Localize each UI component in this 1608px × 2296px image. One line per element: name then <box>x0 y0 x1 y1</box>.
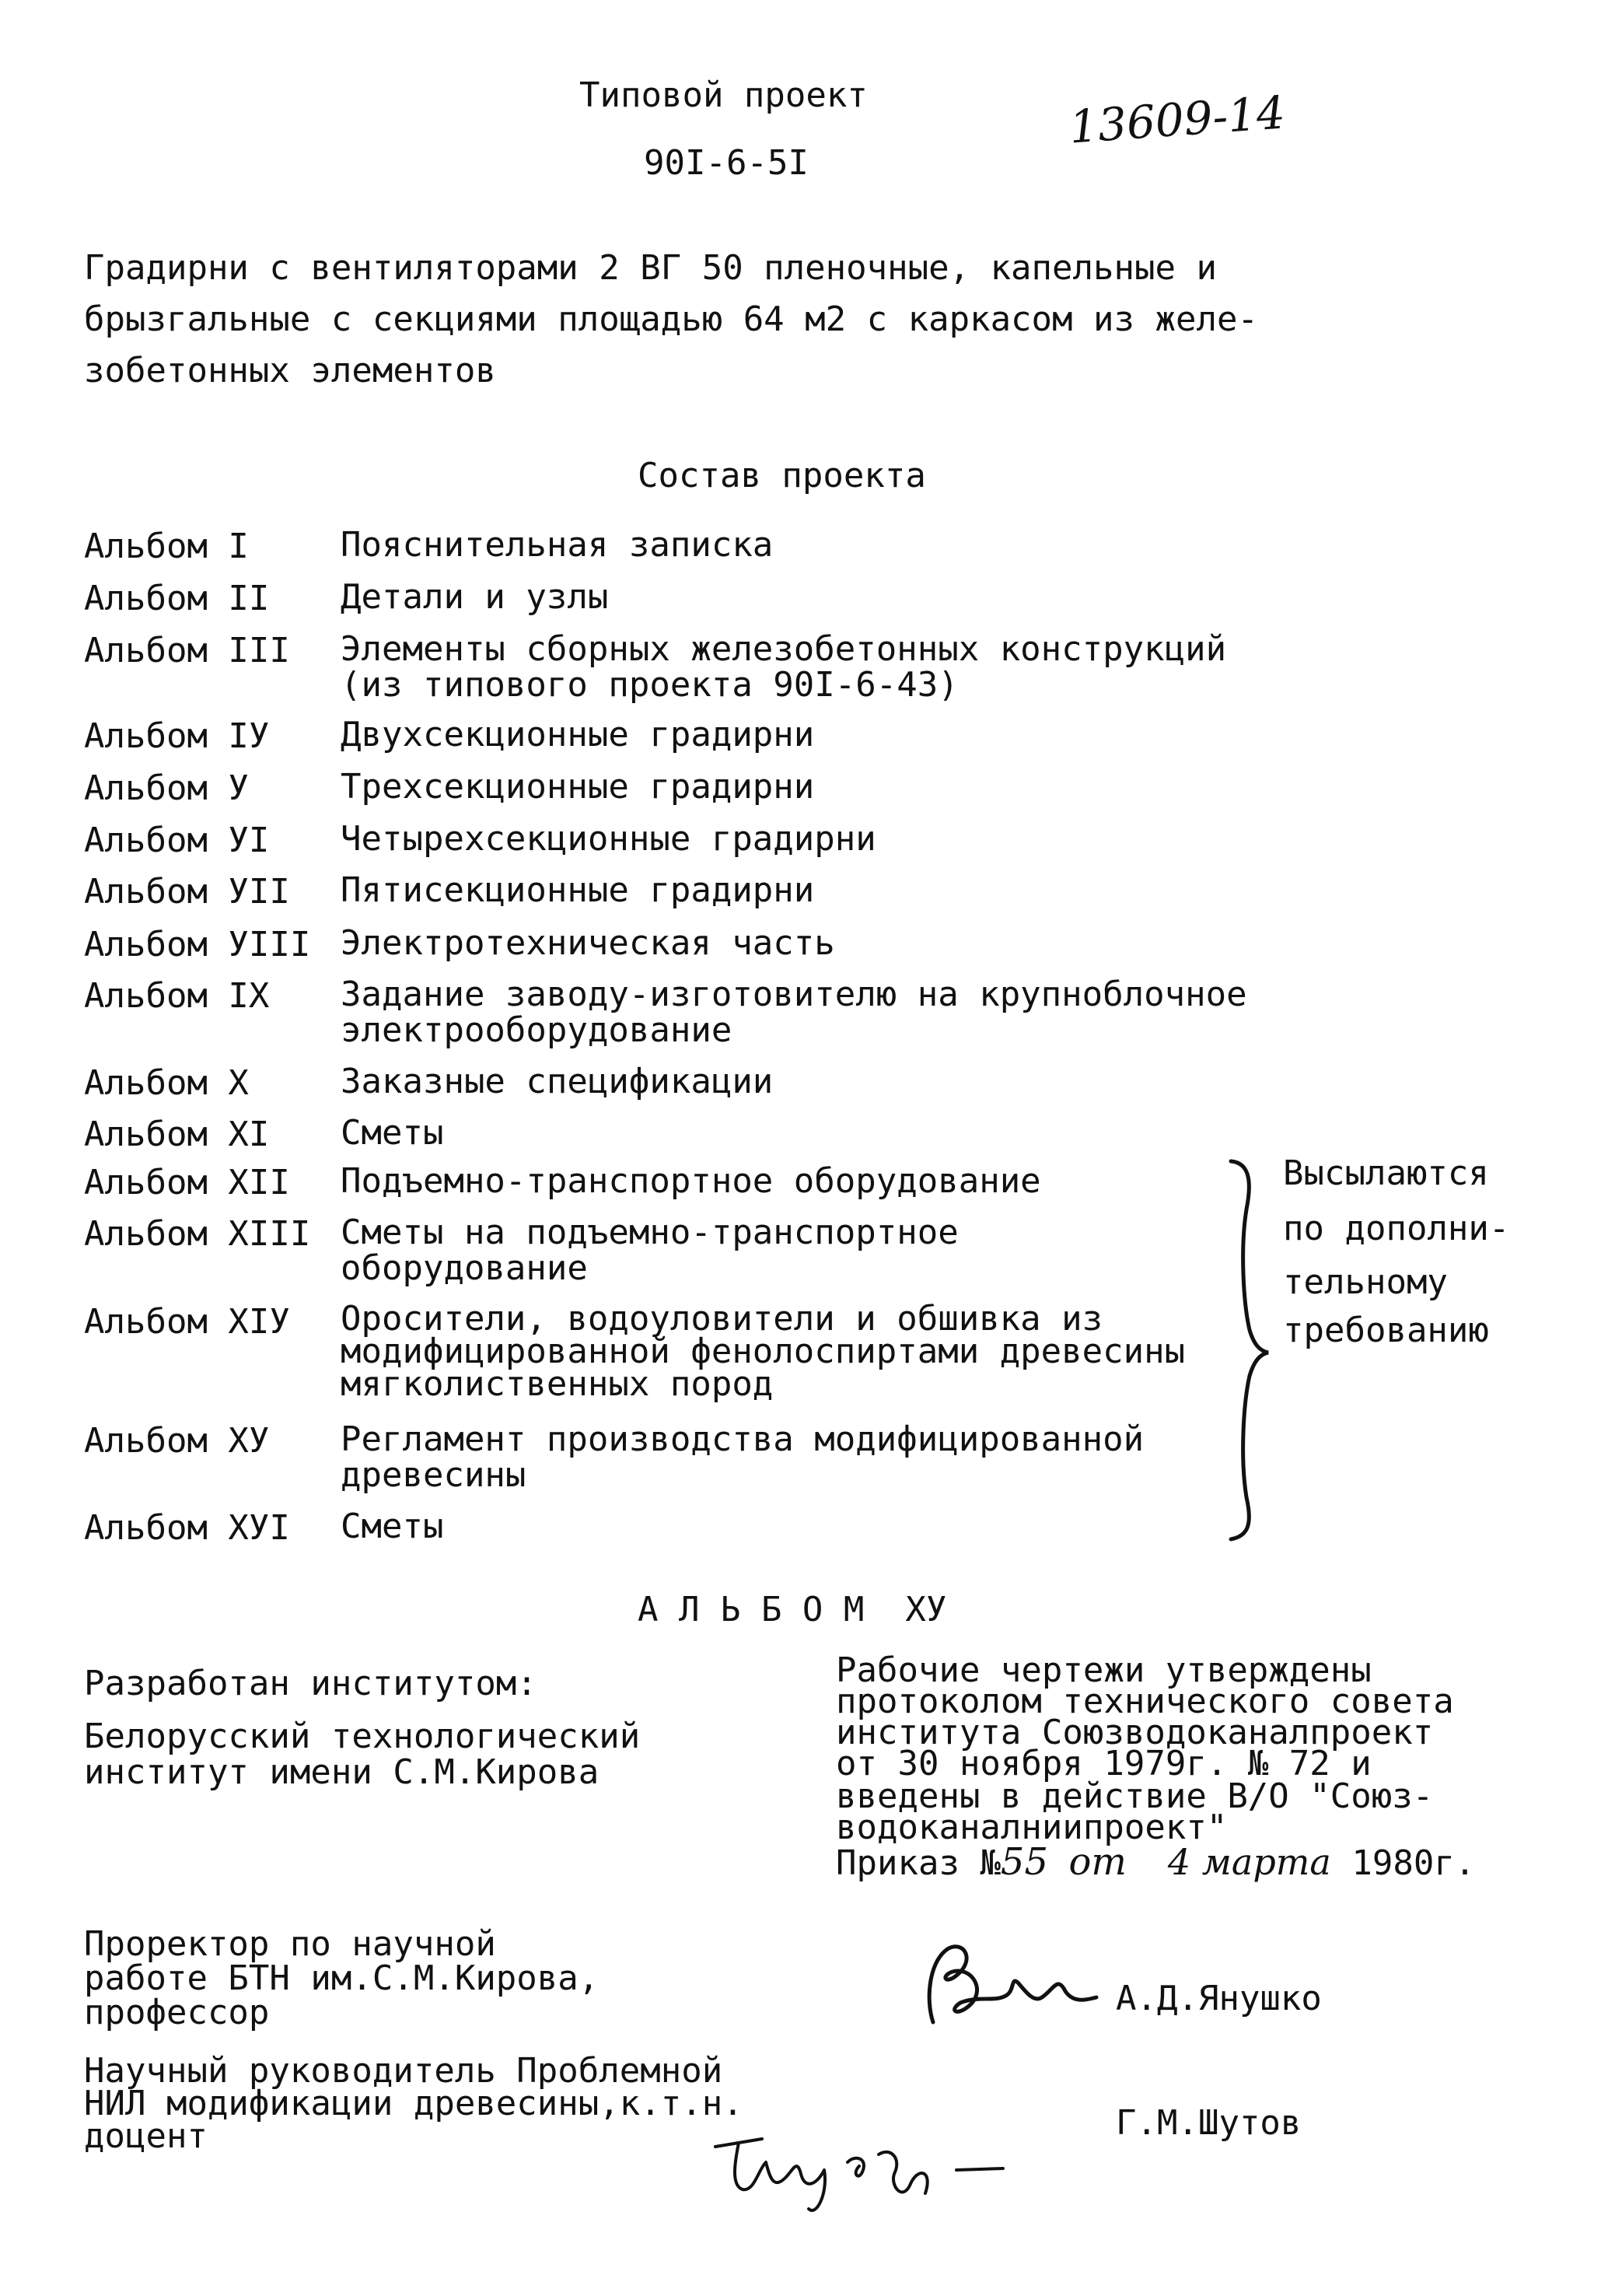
album-number: Альбом У <box>84 768 249 808</box>
signatory-2-position-line-3: доцент <box>84 2116 208 2156</box>
approval-line-5: введены в действие В/О "Союз- <box>836 1776 1434 1816</box>
approval-line-3: института Союзводоканалпроект <box>836 1713 1434 1752</box>
album-number: Альбом УIII <box>84 925 311 964</box>
album-number: Альбом XУ <box>84 1421 270 1461</box>
album-number: Альбом II <box>84 579 270 618</box>
album-title: Оросители, водоуловители и обшивка из <box>341 1299 1103 1339</box>
approval-line-6: водоканалниипроект" <box>836 1808 1228 1847</box>
album-number: Альбом XУI <box>84 1508 290 1548</box>
signature-2-icon <box>700 2100 1026 2224</box>
album-number: Альбом IУ <box>84 716 270 756</box>
album-title: Электротехническая часть <box>341 923 835 963</box>
album-title: Сметы на подъемно-транспортное <box>341 1213 959 1252</box>
curly-brace-icon <box>1225 1155 1271 1544</box>
description-line-2: брызгальные с секциями площадью 64 м2 с каркасом из желе- <box>84 299 1258 339</box>
side-note-line-3: тельному <box>1283 1262 1448 1302</box>
album-title-continued: (из типового проекта 90I-6-43) <box>341 665 959 705</box>
album-title-continued: древесины <box>341 1455 526 1495</box>
composition-heading: Состав проекта <box>638 456 926 495</box>
album-title: Сметы <box>341 1507 444 1546</box>
album-title: Пятисекционные градирни <box>341 870 815 910</box>
developer-name-line-2: институт имени С.М.Кирова <box>84 1752 600 1792</box>
album-title-continued: оборудование <box>341 1248 588 1288</box>
album-number: Альбом XIII <box>84 1214 311 1254</box>
side-note-line-2: по дополни- <box>1283 1209 1510 1248</box>
signatory-1-name: А.Д.Янушко <box>1116 1979 1322 2018</box>
order-date: 4 марта <box>1167 1841 1331 1883</box>
order-year: 1980г. <box>1351 1843 1476 1883</box>
album-title-continued: модифицированной фенолоспиртами древесины <box>341 1332 1186 1371</box>
order-prefix: Приказ № <box>836 1843 1001 1883</box>
approval-order <box>836 1840 1476 1884</box>
album-number: Альбом IX <box>84 976 270 1016</box>
album-title-continued: мягколиственных пород <box>341 1364 774 1404</box>
signature-1-icon <box>902 1929 1112 2046</box>
signatory-1-position-line-3: профессор <box>84 1993 270 2032</box>
description-line-3: зобетонных элементов <box>84 351 496 390</box>
approval-line-2: протоколом технического совета <box>836 1682 1454 1721</box>
approval-line-1: Рабочие чертежи утверждены <box>836 1650 1372 1690</box>
project-type: Типовой проект <box>579 75 868 115</box>
album-number: Альбом XII <box>84 1163 290 1202</box>
album-title: Элементы сборных железобетонных конструкций <box>341 629 1227 669</box>
signatory-2-name: Г.М.Шутов <box>1116 2103 1302 2143</box>
order-from: от <box>1068 1840 1127 1884</box>
side-note-line-1: Высылаются <box>1283 1153 1489 1193</box>
order-number: 55 <box>1000 1840 1048 1884</box>
inventory-number: 13609-14 <box>1067 86 1287 154</box>
signatory-2-position-line-1: Научный руководитель Проблемной <box>84 2051 723 2091</box>
project-number: 90I-6-5I <box>644 143 809 183</box>
developer-label: Разработан институтом: <box>84 1664 537 1703</box>
approval-line-4: от 30 ноября 1979г. № 72 и <box>836 1744 1372 1783</box>
signatory-1-position-line-2: работе БТН им.С.М.Кирова, <box>84 1958 600 1998</box>
album-number: Альбом УII <box>84 872 290 912</box>
album-number: Альбом XIУ <box>84 1302 290 1342</box>
developer-name-line-1: Белорусский технологический <box>84 1717 641 1756</box>
signatory-2-position-line-2: НИЛ модификации древесины,к.т.н. <box>84 2084 743 2123</box>
album-title: Подъемно-транспортное оборудование <box>341 1161 1041 1201</box>
album-title-continued: электрооборудование <box>341 1010 732 1050</box>
signatory-1-position-line-1: Проректор по научной <box>84 1924 496 1964</box>
album-title: Детали и узлы <box>341 577 609 617</box>
album-number: Альбом III <box>84 631 290 670</box>
description-line-1: Градирни с вентиляторами 2 ВГ 50 пленочные, капельные и <box>84 248 1217 288</box>
album-title: Сметы <box>341 1113 444 1153</box>
album-title: Двухсекционные градирни <box>341 715 815 754</box>
album-number: Альбом I <box>84 527 249 566</box>
album-title: Заказные спецификации <box>341 1062 774 1101</box>
album-number: Альбом X <box>84 1063 249 1103</box>
side-note-line-4: требованию <box>1283 1311 1489 1350</box>
album-title: Пояснительная записка <box>341 525 774 565</box>
album-title: Четырехсекционные градирни <box>341 819 876 859</box>
album-heading: А Л Ь Б О М XУ <box>638 1590 947 1629</box>
album-title: Трехсекционные градирни <box>341 767 815 807</box>
album-title: Регламент производства модифицированной <box>341 1419 1145 1459</box>
album-number: Альбом УI <box>84 821 270 860</box>
album-title: Задание заводу-изготовителю на крупноблочное <box>341 975 1247 1014</box>
album-number: Альбом XI <box>84 1115 270 1154</box>
